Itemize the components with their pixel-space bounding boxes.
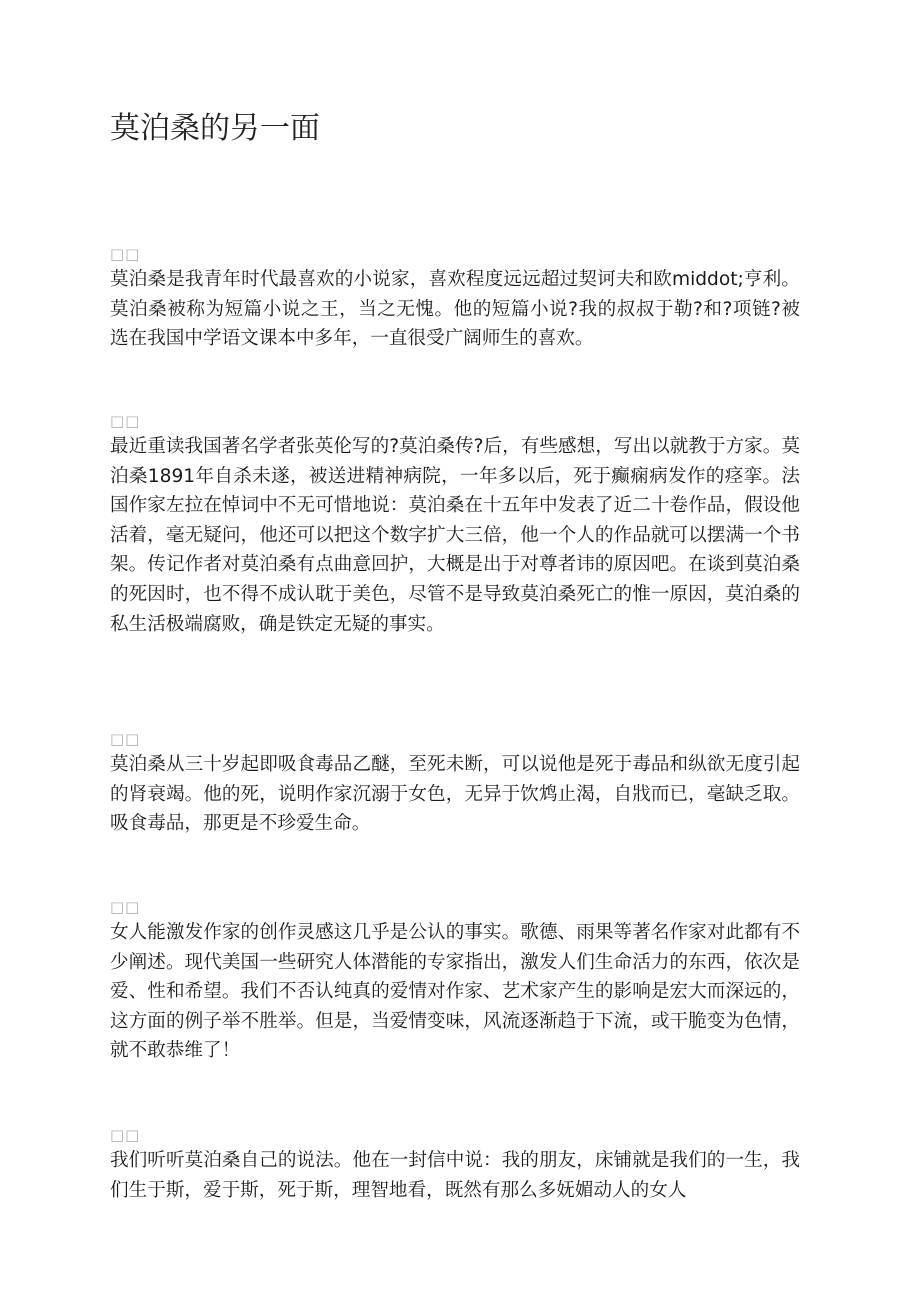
paragraph-block [110, 412, 800, 639]
paragraph-text: 莫泊桑是我青年时代最喜欢的小说家，喜欢程度远远超过契诃夫和欧middot;亨利。莫泊桑被称为短篇小说之王，当之无愧。他的短篇小说?我的叔叔于勒?和?项链?被选在我国中学语文课本中多年，一直很受广阔师生的喜欢。 [110, 269, 800, 350]
paragraph-block [110, 730, 800, 839]
paragraph-marker: □□ [110, 730, 141, 748]
paragraph-marker: □□ [110, 245, 141, 263]
paragraph-block [110, 1126, 800, 1205]
paragraph-marker: □□ [110, 1126, 141, 1144]
paragraph-text: 女人能激发作家的创作灵感这几乎是公认的事实。歌德、雨果等著名作家对此都有不少阐述。现代美国一些研究人体潜能的专家指出，激发人们生命活力的东西，依次是爱、性和希望。我们不否认纯真的爱情对作家、艺术家产生的影响是宏大而深远的，这方面的例子举不胜举。但是，当爱情变味，风流逐渐趋于下流，或干脆变为色情，就不敢恭维了！ [110, 922, 800, 1062]
paragraph-text: 我们听听莫泊桑自己的说法。他在一封信中说：我的朋友，床铺就是我们的一生，我们生于斯，爱于斯，死于斯，理智地看，既然有那么多妩媚动人的女人 [110, 1150, 800, 1201]
paragraph-text: 莫泊桑从三十岁起即吸食毒品乙醚，至死未断，可以说他是死于毒品和纵欲无度引起的肾衰竭。他的死，说明作家沉溺于女色，无异于饮鸩止渴，自戕而已，毫缺乏取。吸食毒品，那更是不珍爱生命。 [110, 754, 800, 835]
paragraph-text: 最近重读我国著名学者张英伦写的?莫泊桑传?后，有些感想，写出以就教于方家。莫泊桑1891年自杀未遂，被送进精神病院，一年多以后，死于癫痫病发作的痉挛。法国作家左拉在悼词中不无可惜地说：莫泊桑在十五年中发表了近二十卷作品，假设他活着，毫无疑问，他还可以把这个数字扩大三倍，他一个人的作品就可以摆满一个书架。传记作者对莫泊桑有点曲意回护，大概是出于对尊者讳的原因吧。在谈到莫泊桑的死因时，也不得不成认耽于美色，尽管不是导致莫泊桑死亡的惟一原因，莫泊桑的私生活极端腐败，确是铁定无疑的事实。 [110, 436, 800, 635]
paragraph-marker: □□ [110, 898, 141, 916]
paragraph-marker: □□ [110, 412, 141, 430]
paragraph-block [110, 898, 800, 1066]
paragraph-block [110, 245, 800, 354]
document-title: 莫泊桑的另一面 [110, 111, 320, 146]
